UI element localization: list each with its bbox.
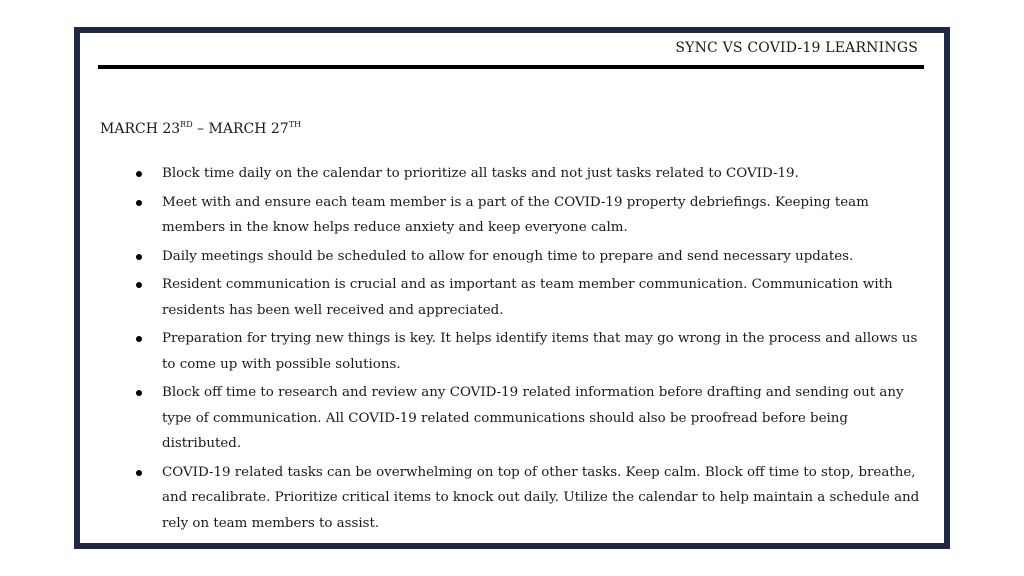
list-item-text: Daily meetings should be scheduled to allow for enough time to prepare and send necessary updates.	[162, 248, 854, 264]
start-date-suffix: RD	[180, 120, 193, 129]
document-frame	[74, 27, 950, 549]
list-item	[80, 190, 944, 241]
list-item-text: Block time daily on the calendar to prioritize all tasks and not just tasks related to COVID-19.	[162, 166, 799, 181]
list-item-text: Meet with and ensure each team member is a part of the COVID-19 property debriefings. Keeping team members in the know helps reduce anxiety and keep everyone calm.	[162, 194, 869, 235]
bullet-icon	[136, 470, 142, 476]
date-separator: –	[192, 121, 209, 137]
list-item-text: Preparation for trying new things is key. It helps identify items that may go wrong in the process and allows us to come up with possible solutions.	[162, 331, 918, 372]
bullet-icon	[136, 282, 142, 288]
list-item	[80, 161, 944, 187]
end-date-suffix: TH	[288, 120, 301, 129]
learnings-list	[80, 161, 944, 539]
list-item	[80, 272, 944, 323]
bullet-icon	[136, 254, 142, 260]
bullet-icon	[136, 171, 142, 177]
end-date: MARCH 27	[208, 121, 289, 137]
start-date: MARCH 23	[100, 121, 181, 137]
list-item	[80, 326, 944, 377]
section-heading-date-range	[100, 121, 301, 137]
list-item-text: COVID-19 related tasks can be overwhelming on top of other tasks. Keep calm. Block off time to stop, breathe, and recalibrate. Prioritize critical items to knock out daily. Utilize the calendar to help maintain a schedule and rely on team members to assist.	[162, 464, 920, 531]
list-item	[80, 244, 944, 270]
bullet-icon	[136, 390, 142, 396]
list-item	[80, 380, 944, 457]
list-item-text: Resident communication is crucial and as important as team member communication. Communication with residents has been well received and appreciated.	[162, 277, 893, 318]
list-item	[80, 460, 944, 537]
bullet-icon	[136, 336, 142, 342]
document-header-title: SYNC VS COVID-19 LEARNINGS	[675, 40, 918, 56]
header-rule	[98, 65, 924, 69]
list-item-text: Block off time to research and review any COVID-19 related information before drafting and sending out any type of communication. All COVID-19 related communications should also be proofread before being distributed.	[162, 385, 904, 451]
bullet-icon	[136, 200, 142, 206]
